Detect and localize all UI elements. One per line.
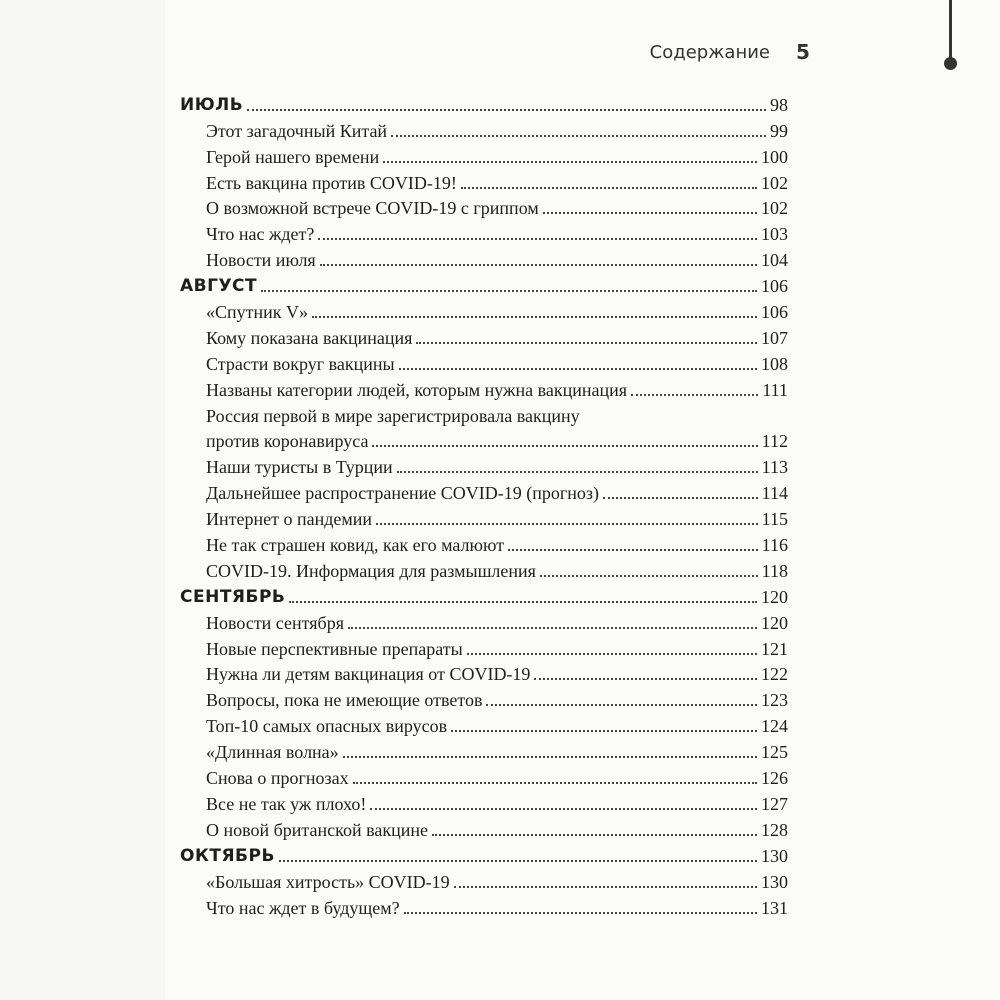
dot-leader	[370, 808, 757, 810]
entry-title: против коронавируса	[206, 431, 369, 452]
toc-entry	[180, 634, 788, 660]
entry-page-number: 124	[761, 716, 788, 737]
entry-page-number: 111	[762, 379, 788, 400]
toc-entry	[180, 401, 788, 427]
toc-entry	[180, 116, 788, 142]
entry-page-number: 120	[761, 612, 788, 633]
dot-leader	[508, 549, 758, 551]
dot-leader	[397, 471, 758, 473]
entry-page-number: 115	[761, 509, 788, 530]
toc-entry	[180, 530, 788, 556]
entry-page-number: 106	[761, 276, 788, 297]
entry-page-number: 100	[761, 146, 788, 167]
entry-title: О возможной встрече COVID-19 с гриппом	[206, 198, 539, 219]
dot-leader	[343, 756, 757, 758]
section-title: АВГУСТ	[180, 276, 258, 297]
entry-page-number: 131	[761, 897, 788, 918]
dot-leader	[318, 238, 757, 240]
entry-page-number: 102	[761, 172, 788, 193]
header-rule	[949, 0, 952, 64]
dot-leader	[404, 912, 757, 914]
dot-leader	[372, 445, 757, 447]
toc-entry	[180, 893, 788, 919]
toc-entry	[180, 142, 788, 168]
entry-page-number: 102	[761, 198, 788, 219]
entry-title: Топ-10 самых опасных вирусов	[206, 716, 448, 737]
toc-entry	[180, 608, 788, 634]
running-header-title: Содержание	[649, 42, 770, 63]
entry-page-number: 130	[761, 845, 788, 866]
entry-title: Кому показана вакцинация	[206, 327, 413, 348]
entry-page-number: 108	[761, 353, 788, 374]
entry-page-number: 118	[761, 560, 788, 581]
entry-title: Новости июля	[206, 250, 316, 271]
page-number: 5	[796, 40, 810, 64]
toc-section-heading	[180, 90, 788, 116]
dot-leader	[486, 704, 757, 706]
adjacent-page-edge	[0, 0, 165, 1000]
entry-title: Дальнейшее распространение COVID-19 (прогноз)	[206, 483, 599, 504]
dot-leader	[391, 135, 766, 137]
entry-title: Названы категории людей, которым нужна вакцинация	[206, 379, 628, 400]
section-title: ИЮЛЬ	[180, 94, 244, 115]
entry-page-number: 120	[761, 586, 788, 607]
entry-title: Есть вакцина против COVID-19!	[206, 172, 457, 193]
dot-leader	[353, 782, 757, 784]
dot-leader	[603, 497, 758, 499]
header-dot	[944, 57, 957, 70]
toc-entry	[180, 349, 788, 375]
dot-leader	[432, 834, 757, 836]
toc-entry	[180, 737, 788, 763]
toc-entry	[180, 685, 788, 711]
entry-page-number: 128	[761, 819, 788, 840]
dot-leader	[631, 394, 758, 396]
entry-page-number: 127	[761, 793, 788, 814]
entry-page-number: 104	[761, 250, 788, 271]
entry-title: О новой британской вакцине	[206, 819, 428, 840]
entry-page-number: 125	[761, 742, 788, 763]
toc-entry	[180, 763, 788, 789]
toc-entry	[180, 323, 788, 349]
entry-page-number: 126	[761, 768, 788, 789]
dot-leader	[261, 290, 757, 292]
dot-leader	[376, 523, 758, 525]
toc-entry	[180, 660, 788, 686]
dot-leader	[279, 860, 757, 862]
entry-title: Новые перспективные препараты	[206, 638, 463, 659]
entry-title: Россия первой в мире зарегистрировала вакцину	[206, 405, 580, 426]
toc-entry	[180, 815, 788, 841]
entry-title: Нужна ли детям вакцинация от COVID-19	[206, 664, 531, 685]
toc-entry	[180, 504, 788, 530]
toc-section-heading	[180, 841, 788, 867]
entry-page-number: 112	[761, 431, 788, 452]
toc-entry	[180, 867, 788, 893]
dot-leader	[247, 109, 766, 111]
entry-title: Снова о прогнозах	[206, 768, 349, 789]
toc-entry	[180, 297, 788, 323]
entry-page-number: 121	[761, 638, 788, 659]
entry-title: COVID-19. Информация для размышления	[206, 560, 536, 581]
dot-leader	[383, 161, 757, 163]
entry-title: Новости сентября	[206, 612, 344, 633]
toc-entry	[180, 245, 788, 271]
toc-section-heading	[180, 271, 788, 297]
entry-page-number: 123	[761, 690, 788, 711]
toc-entry	[180, 194, 788, 220]
toc-entry	[180, 427, 788, 453]
entry-page-number: 106	[761, 302, 788, 323]
dot-leader	[543, 212, 757, 214]
entry-page-number: 98	[770, 94, 788, 115]
entry-page-number: 107	[761, 327, 788, 348]
dot-leader	[540, 575, 758, 577]
dot-leader	[399, 368, 757, 370]
entry-page-number: 113	[761, 457, 788, 478]
entry-page-number: 130	[761, 871, 788, 892]
entry-page-number: 99	[770, 120, 788, 141]
entry-title: Что нас ждет?	[206, 224, 315, 245]
toc-entry	[180, 478, 788, 504]
section-title: СЕНТЯБРЬ	[180, 586, 286, 607]
toc-entry	[180, 375, 788, 401]
dot-leader	[289, 601, 757, 603]
entry-title: «Большая хитрость» COVID-19	[206, 871, 450, 892]
entry-title: «Спутник V»	[206, 302, 309, 323]
entry-title: Интернет о пандемии	[206, 509, 373, 530]
entry-page-number: 116	[761, 535, 788, 556]
entry-title: «Длинная волна»	[206, 742, 339, 763]
toc-entry	[180, 168, 788, 194]
section-title: ОКТЯБРЬ	[180, 845, 275, 866]
toc-entry	[180, 556, 788, 582]
entry-title: Страсти вокруг вакцины	[206, 353, 395, 374]
dot-leader	[534, 678, 757, 680]
entry-title: Не так страшен ковид, как его малюют	[206, 535, 505, 556]
entry-title: Что нас ждет в будущем?	[206, 897, 400, 918]
toc-section-heading	[180, 582, 788, 608]
entry-title: Вопросы, пока не имеющие ответов	[206, 690, 483, 711]
toc-entry	[180, 452, 788, 478]
entry-title: Этот загадочный Китай	[206, 120, 388, 141]
dot-leader	[312, 316, 757, 318]
table-of-contents	[180, 90, 788, 919]
dot-leader	[320, 264, 757, 266]
entry-title: Все не так уж плохо!	[206, 793, 367, 814]
entry-page-number: 122	[761, 664, 788, 685]
entry-title: Герой нашего времени	[206, 146, 380, 167]
toc-entry	[180, 711, 788, 737]
entry-page-number: 103	[761, 224, 788, 245]
toc-entry	[180, 789, 788, 815]
dot-leader	[454, 886, 757, 888]
dot-leader	[461, 187, 757, 189]
dot-leader	[348, 627, 757, 629]
dot-leader	[416, 342, 757, 344]
toc-entry	[180, 219, 788, 245]
dot-leader	[451, 730, 757, 732]
dot-leader	[467, 653, 757, 655]
entry-title: Наши туристы в Турции	[206, 457, 393, 478]
entry-page-number: 114	[761, 483, 788, 504]
